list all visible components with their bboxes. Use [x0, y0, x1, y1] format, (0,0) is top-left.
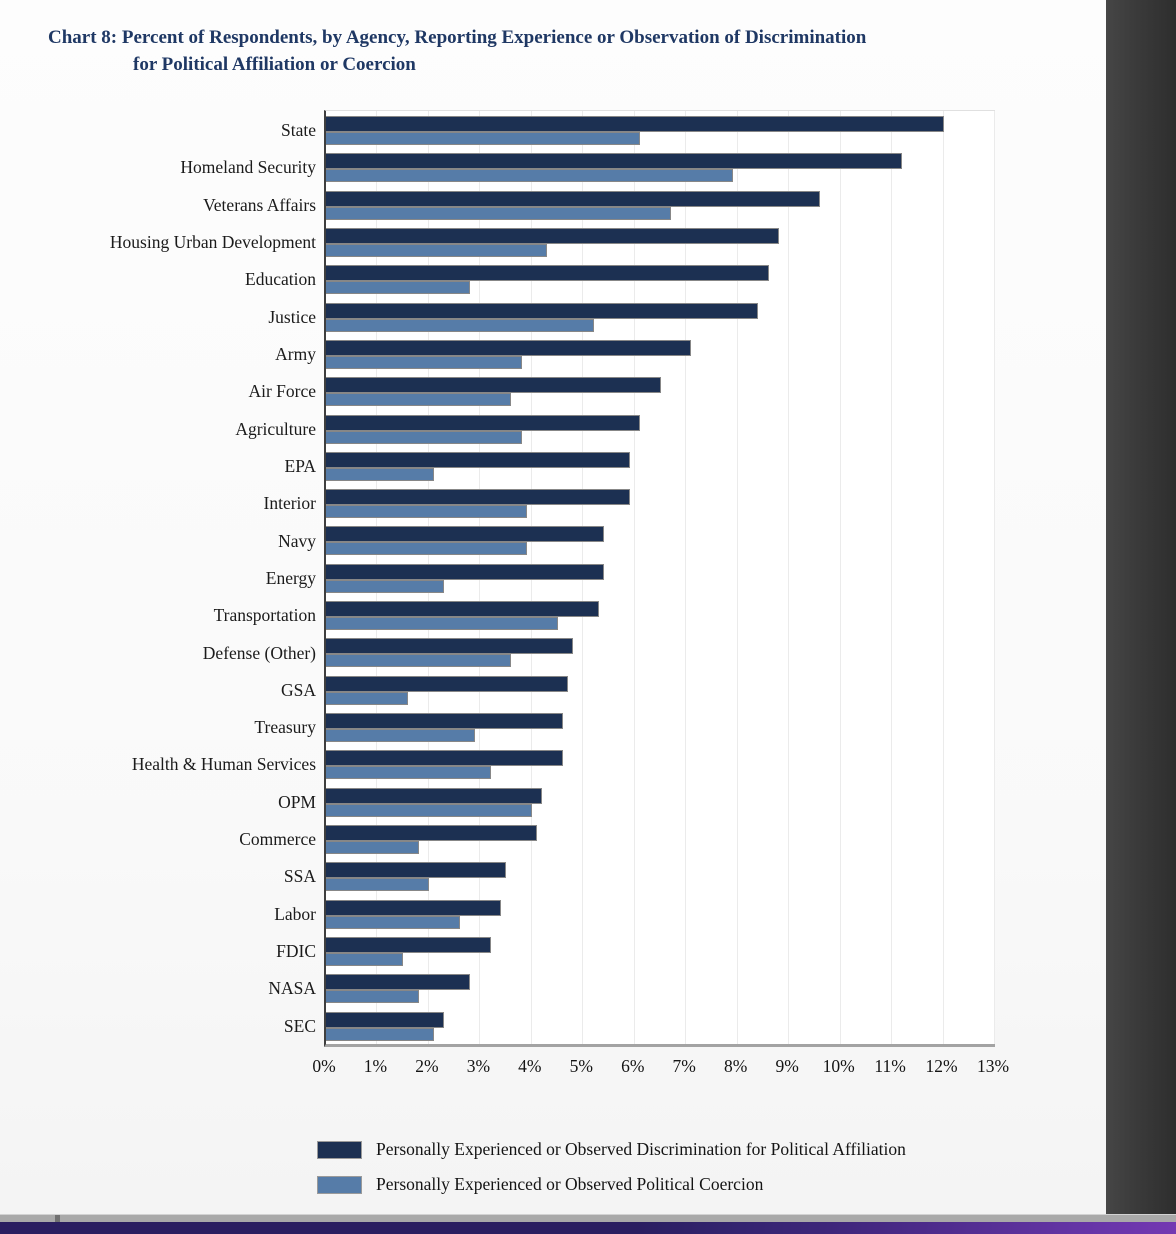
category-label-interior: Interior [263, 493, 316, 514]
bar-discrimination-housing-urban-development [326, 228, 779, 244]
plot-area [324, 110, 995, 1047]
bar-discrimination-health-human-services [326, 750, 563, 766]
bar-discrimination-veterans-affairs [326, 191, 820, 207]
category-label-epa: EPA [284, 455, 316, 476]
bar-row-navy [326, 521, 995, 558]
x-tick-7-pct: 7% [672, 1056, 696, 1076]
legend-label-coercion: Personally Experienced or Observed Political Coercion [376, 1174, 764, 1194]
bar-discrimination-army [326, 340, 691, 356]
x-tick-13-pct: 13% [976, 1056, 1010, 1076]
bar-coercion-energy [326, 580, 444, 593]
x-tick-10-pct: 10% [822, 1056, 855, 1076]
bar-discrimination-energy [326, 564, 604, 580]
bar-coercion-education [326, 281, 470, 294]
bar-discrimination-education [326, 265, 769, 281]
legend-label-discrimination: Personally Experienced or Observed Discrimination for Political Affiliation [376, 1139, 906, 1159]
bar-row-transportation [326, 596, 995, 633]
right-dark-panel [1106, 0, 1176, 1214]
bar-row-sec [326, 1007, 995, 1044]
x-tick-2-pct: 2% [415, 1056, 439, 1076]
x-tick-5-pct: 5% [569, 1056, 593, 1076]
scrollbar-handle[interactable] [55, 1215, 60, 1222]
bar-row-gsa [326, 671, 995, 708]
category-label-defense-other: Defense (Other) [202, 642, 316, 663]
bar-row-labor [326, 895, 995, 932]
category-label-transportation: Transportation [213, 605, 316, 626]
category-label-housing-urban-development: Housing Urban Development [109, 232, 316, 253]
category-label-air-force: Air Force [248, 381, 316, 402]
category-label-treasury: Treasury [254, 717, 316, 738]
x-tick-6-pct: 6% [621, 1056, 645, 1076]
category-label-education: Education [245, 269, 316, 290]
bar-row-agriculture [326, 410, 995, 447]
category-label-homeland-security: Homeland Security [180, 157, 316, 178]
legend-item-coercion [317, 1174, 906, 1195]
legend-swatch-coercion [317, 1176, 362, 1194]
category-label-gsa: GSA [280, 679, 316, 700]
chart-title-line2: for Political Affiliation or Coercion [133, 54, 416, 75]
bar-discrimination-commerce [326, 825, 537, 841]
bar-row-health-human-services [326, 745, 995, 782]
category-label-sec: SEC [283, 1015, 316, 1036]
legend-swatch-discrimination [317, 1141, 362, 1159]
bar-discrimination-state [326, 116, 944, 132]
bar-coercion-epa [326, 468, 434, 481]
bar-coercion-opm [326, 804, 532, 817]
bar-row-ssa [326, 857, 995, 894]
x-axis-tick-labels [312, 1056, 1010, 1078]
legend [317, 1139, 906, 1209]
x-tick-0-pct: 0% [312, 1056, 336, 1076]
x-tick-8-pct: 8% [724, 1056, 748, 1076]
bar-discrimination-homeland-security [326, 153, 902, 169]
legend-item-discrimination [317, 1139, 906, 1160]
bar-row-army [326, 335, 995, 372]
bar-row-veterans-affairs [326, 186, 995, 223]
bar-discrimination-justice [326, 303, 758, 319]
bar-row-treasury [326, 708, 995, 745]
bar-row-fdic [326, 932, 995, 969]
bar-coercion-commerce [326, 841, 419, 854]
category-label-justice: Justice [268, 306, 316, 327]
y-axis-category-labels [0, 110, 316, 1043]
bar-discrimination-labor [326, 900, 501, 916]
bar-row-interior [326, 484, 995, 521]
bar-row-nasa [326, 969, 995, 1006]
category-label-navy: Navy [278, 530, 316, 551]
bar-coercion-interior [326, 505, 527, 518]
bar-discrimination-agriculture [326, 415, 640, 431]
x-tick-9-pct: 9% [775, 1056, 799, 1076]
bar-discrimination-gsa [326, 676, 568, 692]
bar-coercion-justice [326, 319, 594, 332]
bar-row-air-force [326, 372, 995, 409]
bar-discrimination-ssa [326, 862, 506, 878]
bar-coercion-defense-other [326, 654, 511, 667]
bar-row-state [326, 111, 995, 148]
bar-coercion-ssa [326, 878, 429, 891]
x-tick-4-pct: 4% [518, 1056, 542, 1076]
bar-row-housing-urban-development [326, 223, 995, 260]
bar-coercion-health-human-services [326, 766, 491, 779]
x-tick-1-pct: 1% [363, 1056, 388, 1076]
x-tick-11-pct: 11% [874, 1056, 906, 1076]
bar-row-energy [326, 559, 995, 596]
category-label-army: Army [275, 344, 316, 365]
bar-discrimination-opm [326, 788, 542, 804]
bar-coercion-transportation [326, 617, 558, 630]
bar-coercion-agriculture [326, 431, 522, 444]
bar-row-justice [326, 298, 995, 335]
category-label-veterans-affairs: Veterans Affairs [203, 194, 316, 215]
chart-title [48, 24, 1058, 78]
bar-coercion-navy [326, 542, 527, 555]
bottom-taskbar [0, 1222, 1176, 1234]
category-label-fdic: FDIC [276, 941, 316, 962]
category-label-ssa: SSA [283, 866, 316, 887]
horizontal-scrollbar[interactable] [0, 1214, 1176, 1222]
bar-row-epa [326, 447, 995, 484]
category-label-state: State [281, 120, 316, 141]
bar-coercion-army [326, 356, 522, 369]
category-label-commerce: Commerce [239, 829, 316, 850]
bar-discrimination-navy [326, 526, 604, 542]
bar-coercion-labor [326, 916, 460, 929]
bar-discrimination-fdic [326, 937, 491, 953]
bar-coercion-homeland-security [326, 169, 733, 182]
bar-row-defense-other [326, 633, 995, 670]
category-label-health-human-services: Health & Human Services [131, 754, 316, 775]
bar-coercion-treasury [326, 729, 475, 742]
category-label-nasa: NASA [268, 978, 316, 999]
category-label-opm: OPM [278, 791, 316, 812]
chart-title-line1: Chart 8: Percent of Respondents, by Agency, Reporting Experience or Observation of Discrimination [48, 27, 867, 48]
bar-discrimination-nasa [326, 974, 470, 990]
bar-discrimination-air-force [326, 377, 661, 393]
x-tick-12-pct: 12% [925, 1056, 958, 1076]
bar-coercion-sec [326, 1028, 434, 1041]
category-label-energy: Energy [265, 567, 316, 588]
category-label-labor: Labor [274, 903, 316, 924]
bar-coercion-gsa [326, 692, 408, 705]
bar-discrimination-transportation [326, 601, 599, 617]
bar-discrimination-epa [326, 452, 630, 468]
bar-coercion-state [326, 132, 640, 145]
bar-coercion-housing-urban-development [326, 244, 547, 257]
bar-coercion-nasa [326, 990, 419, 1003]
bar-coercion-air-force [326, 393, 511, 406]
bar-discrimination-defense-other [326, 638, 573, 654]
bar-coercion-veterans-affairs [326, 207, 671, 220]
bar-discrimination-treasury [326, 713, 563, 729]
bar-coercion-fdic [326, 953, 403, 966]
bar-row-commerce [326, 820, 995, 857]
bar-discrimination-sec [326, 1012, 444, 1028]
bar-discrimination-interior [326, 489, 630, 505]
category-label-agriculture: Agriculture [235, 418, 316, 439]
x-tick-3-pct: 3% [466, 1056, 491, 1076]
bar-row-opm [326, 783, 995, 820]
bar-row-homeland-security [326, 148, 995, 185]
bar-row-education [326, 260, 995, 297]
